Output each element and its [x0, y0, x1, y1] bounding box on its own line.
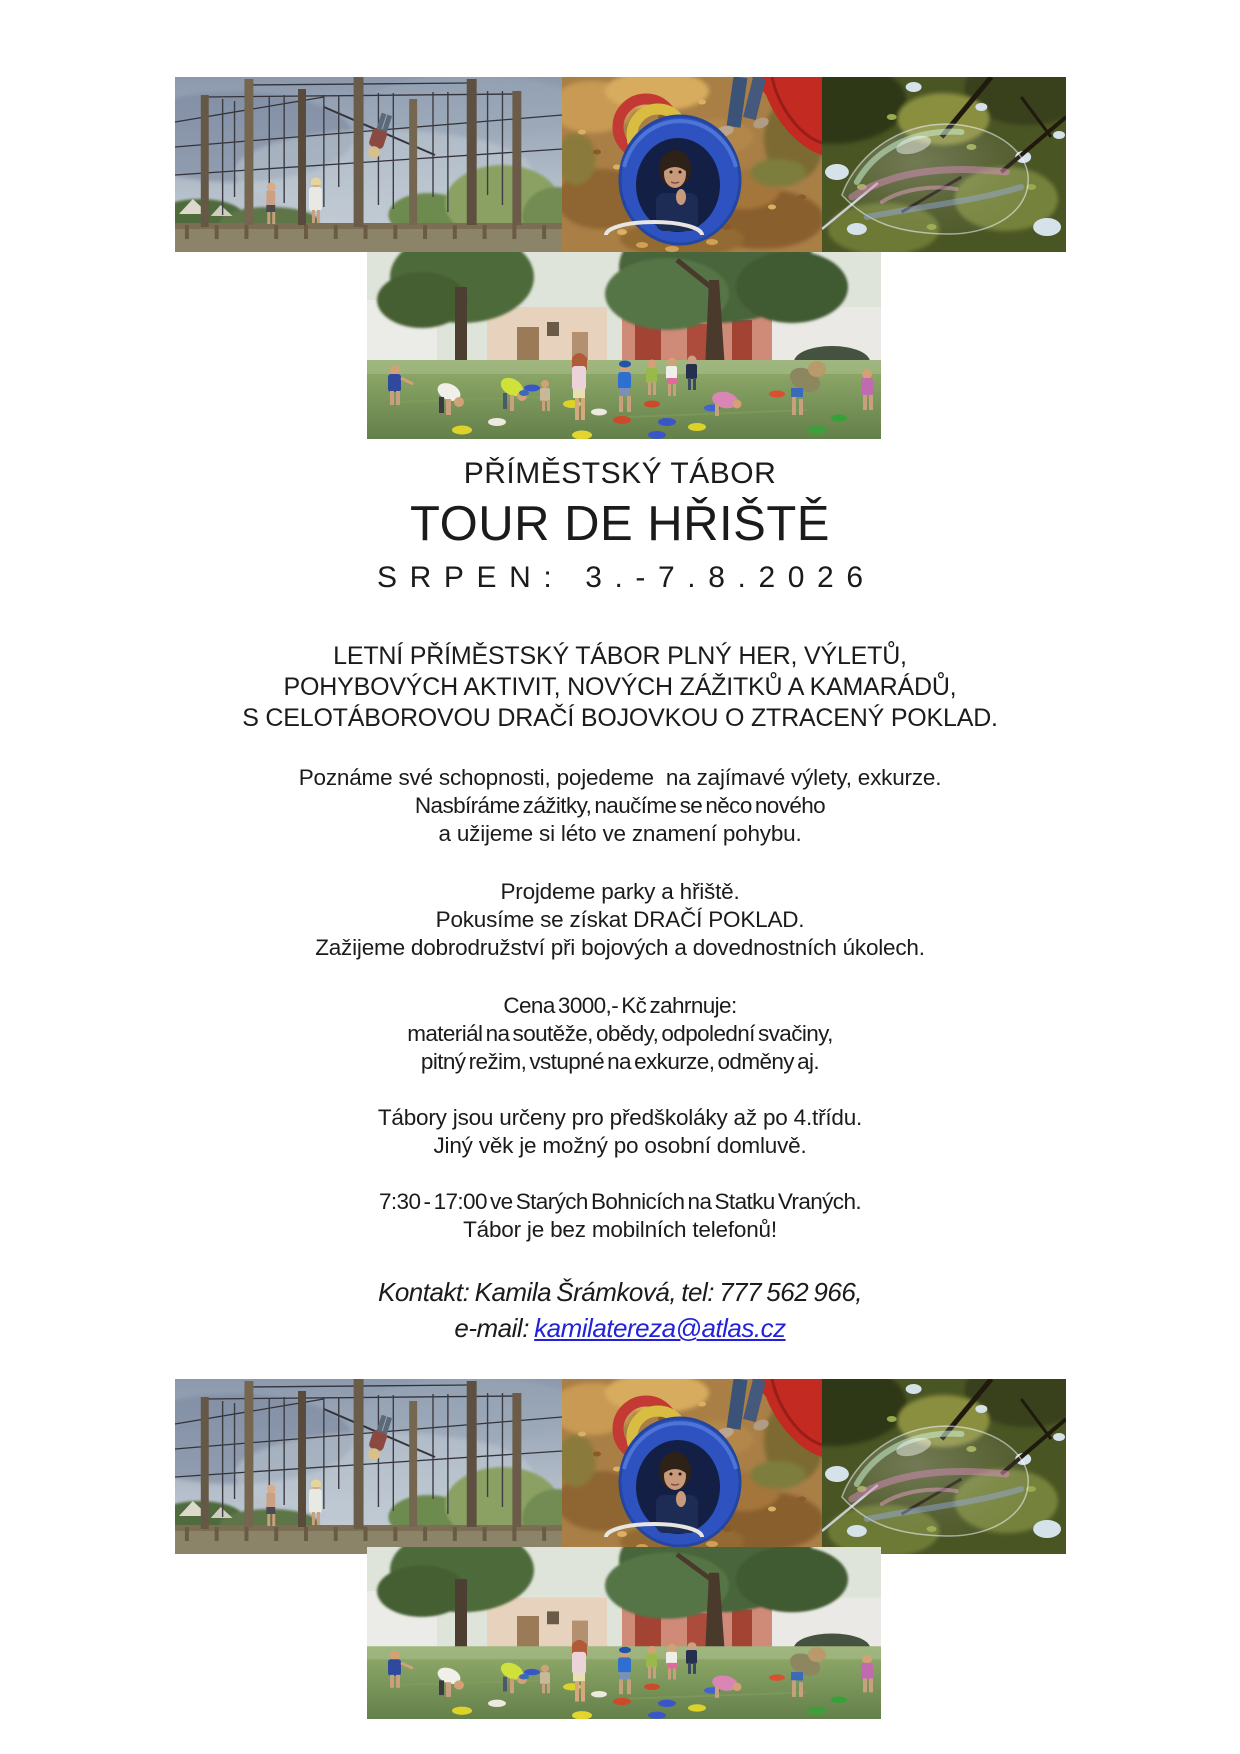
main-title: TOUR DE HŘIŠTĚ: [410, 497, 830, 551]
email-line: [0, 1310, 1240, 1346]
photo-strip-bottom: [175, 1379, 1066, 1554]
schedule-line-1: 7:30 - 17:00 ve Starých Bohnicích na Statku Vraných.: [378, 1189, 862, 1214]
age-line-2: Jiný věk je možný po osobní domluvě.: [433, 1133, 807, 1158]
email-label: e-mail:: [454, 1313, 535, 1343]
play-tunnel-photo: [562, 1379, 822, 1554]
ropes-course-photo: [175, 77, 562, 252]
about-line-1: Poznáme své schopnosti, pojedeme na zajímavé výlety, exkurze.: [298, 765, 942, 790]
ropes-course-photo: [175, 1379, 562, 1554]
program-line-2: Pokusíme se získat DRAČÍ POKLAD.: [435, 907, 805, 932]
email-link[interactable]: kamilatereza@atlas.cz: [534, 1313, 786, 1343]
schedule-paragraph: [0, 1188, 1240, 1244]
program-paragraph: [0, 878, 1240, 962]
price-line-1: Cena 3000,- Kč zahrnuje:: [503, 993, 737, 1018]
date-line: SRPEN: 3.-7.8.2026: [376, 561, 876, 594]
soap-bubble-photo: [822, 1379, 1066, 1554]
play-tunnel-photo: [562, 77, 822, 252]
about-paragraph: [0, 764, 1240, 848]
intro-paragraph: [0, 641, 1240, 734]
photo-strip-top: [175, 77, 1066, 252]
soap-bubble-photo: [822, 77, 1066, 252]
program-line-3: Zažijeme dobrodružství při bojových a dovednostních úkolech.: [315, 935, 925, 960]
contact-line: Kontakt: Kamila Šrámková, tel: 777 562 966,: [377, 1277, 862, 1307]
kids-game-photo-bottom: [367, 1547, 881, 1719]
kids-game-photo-top: [367, 252, 881, 439]
flyer-text: [0, 455, 1240, 1346]
intro-line-3: S CELOTÁBOROVOU DRAČÍ BOJOVKOU O ZTRACENÝ POKLAD.: [242, 704, 998, 732]
camp-type-title: PŘÍMĚSTSKÝ TÁBOR: [463, 457, 777, 490]
contact-paragraph: [0, 1274, 1240, 1346]
intro-line-1: LETNÍ PŘÍMĚSTSKÝ TÁBOR PLNÝ HER, VÝLETŮ,: [333, 642, 907, 670]
age-line-1: Tábory jsou určeny pro předškoláky až po 4.třídu.: [377, 1105, 863, 1130]
age-paragraph: [0, 1104, 1240, 1160]
price-line-3: pitný režim, vstupné na exkurze, odměny aj.: [420, 1049, 820, 1074]
about-line-3: a užijeme si léto ve znamení pohybu.: [438, 821, 802, 846]
program-line-1: Projdeme parky a hřiště.: [500, 879, 740, 904]
about-line-2: Nasbíráme zážitky, naučíme se něco nového: [414, 793, 826, 818]
price-line-2: materiál na soutěže, obědy, odpolední svačiny,: [407, 1021, 833, 1046]
intro-line-2: POHYBOVÝCH AKTIVIT, NOVÝCH ZÁŽITKŮ A KAMARÁDŮ,: [283, 673, 957, 701]
price-paragraph: [0, 992, 1240, 1076]
schedule-line-2: Tábor je bez mobilních telefonů!: [463, 1217, 777, 1242]
